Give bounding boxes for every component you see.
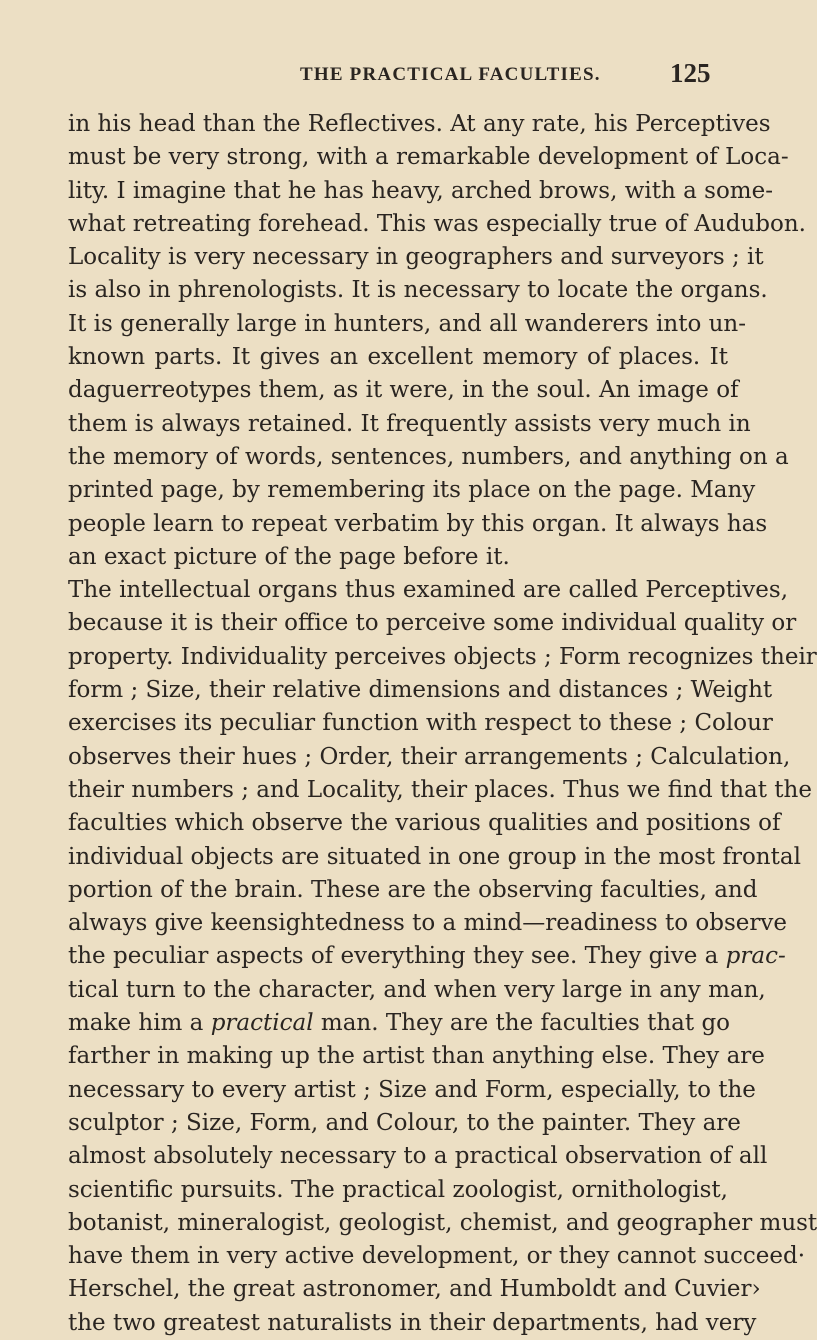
text-line: what retreating forehead. This was especially true of Audubon.: [68, 210, 806, 237]
text-line: daguerreotypes them, as it were, in the soul. An image of: [68, 377, 739, 404]
text-line: people learn to repeat verbatim by this organ. It always has: [68, 510, 768, 537]
text-line: almost absolutely necessary to a practical observation of all: [68, 1143, 768, 1170]
text-line: observes their hues ; Order, their arrangements ; Calculation,: [68, 743, 791, 770]
text-line: an exact picture of the page before it.: [68, 543, 510, 570]
text-line: property. Individuality perceives objects ; Form recognizes their: [68, 643, 817, 670]
text-line: form ; Size, their relative dimensions and distances ; Weight: [68, 677, 773, 704]
text-line: is also in phrenologists. It is necessary to locate the organs.: [68, 277, 768, 304]
text-line: scientific pursuits. The practical zoologist, ornithologist,: [68, 1176, 728, 1203]
text-line: Herschel, the great astronomer, and Humboldt and Cuvier›: [68, 1276, 761, 1303]
text-line: farther in making up the artist than anything else. They are: [68, 1043, 765, 1070]
text-line: Locality is very necessary in geographers and surveyors ; it: [68, 244, 764, 271]
italic-word: practical: [210, 1010, 314, 1037]
text-segment: the peculiar aspects of everything they see. They give a: [68, 943, 719, 970]
text-line: their numbers ; and Locality, their places. Thus we find that the: [68, 776, 812, 803]
text-line: It is generally large in hunters, and all wanderers into un-: [68, 310, 747, 337]
text-line: them is always retained. It frequently assists very much in: [68, 410, 751, 437]
text-line: known parts. It gives an excellent memory of places. It: [68, 344, 728, 371]
text-segment: make him a: [68, 1010, 204, 1037]
text-line: the memory of words, sentences, numbers, and anything on a: [68, 443, 789, 470]
running-head: [0, 58, 800, 94]
text-line: exercises its peculiar function with respect to these ; Colour: [68, 710, 773, 737]
text-line: botanist, mineralogist, geologist, chemist, and geographer must: [68, 1209, 817, 1236]
text-segment: man. They are the faculties that go: [320, 1010, 731, 1037]
running-title: THE PRACTICAL FACULTIES.: [300, 64, 601, 85]
text-line-mixed: [68, 940, 786, 973]
text-line: have them in very active development, or they cannot succeed·: [68, 1243, 806, 1270]
text-line: the two greatest naturalists in their departments, had very: [68, 1309, 757, 1336]
italic-word: prac-: [725, 943, 786, 970]
text-line-mixed: [68, 1007, 731, 1040]
text-line: portion of the brain. These are the observing faculties, and: [68, 876, 758, 903]
text-line: sculptor ; Size, Form, and Colour, to the painter. They are: [68, 1109, 741, 1136]
text-line: lity. I imagine that he has heavy, arched brows, with a some-: [68, 177, 773, 204]
text-line: must be very strong, with a remarkable development of Loca-: [68, 144, 789, 171]
text-line: in his head than the Reflectives. At any rate, his Perceptives: [68, 111, 771, 137]
text-line: printed page, by remembering its place on the page. Many: [68, 477, 756, 504]
text-line: faculties which observe the various qualities and positions of: [68, 810, 781, 837]
text-line: necessary to every artist ; Size and Form, especially, to the: [68, 1076, 756, 1103]
text-line: tical turn to the character, and when very large in any man,: [68, 976, 766, 1003]
body-text: [68, 108, 817, 1340]
page-number: 125: [670, 58, 711, 88]
text-line: The intellectual organs thus examined are called Perceptives,: [68, 577, 789, 604]
text-line: because it is their office to perceive some individual quality or: [68, 610, 797, 637]
text-line: always give keensightedness to a mind—readiness to observe: [68, 910, 788, 937]
text-line: individual objects are situated in one group in the most frontal: [68, 843, 801, 870]
